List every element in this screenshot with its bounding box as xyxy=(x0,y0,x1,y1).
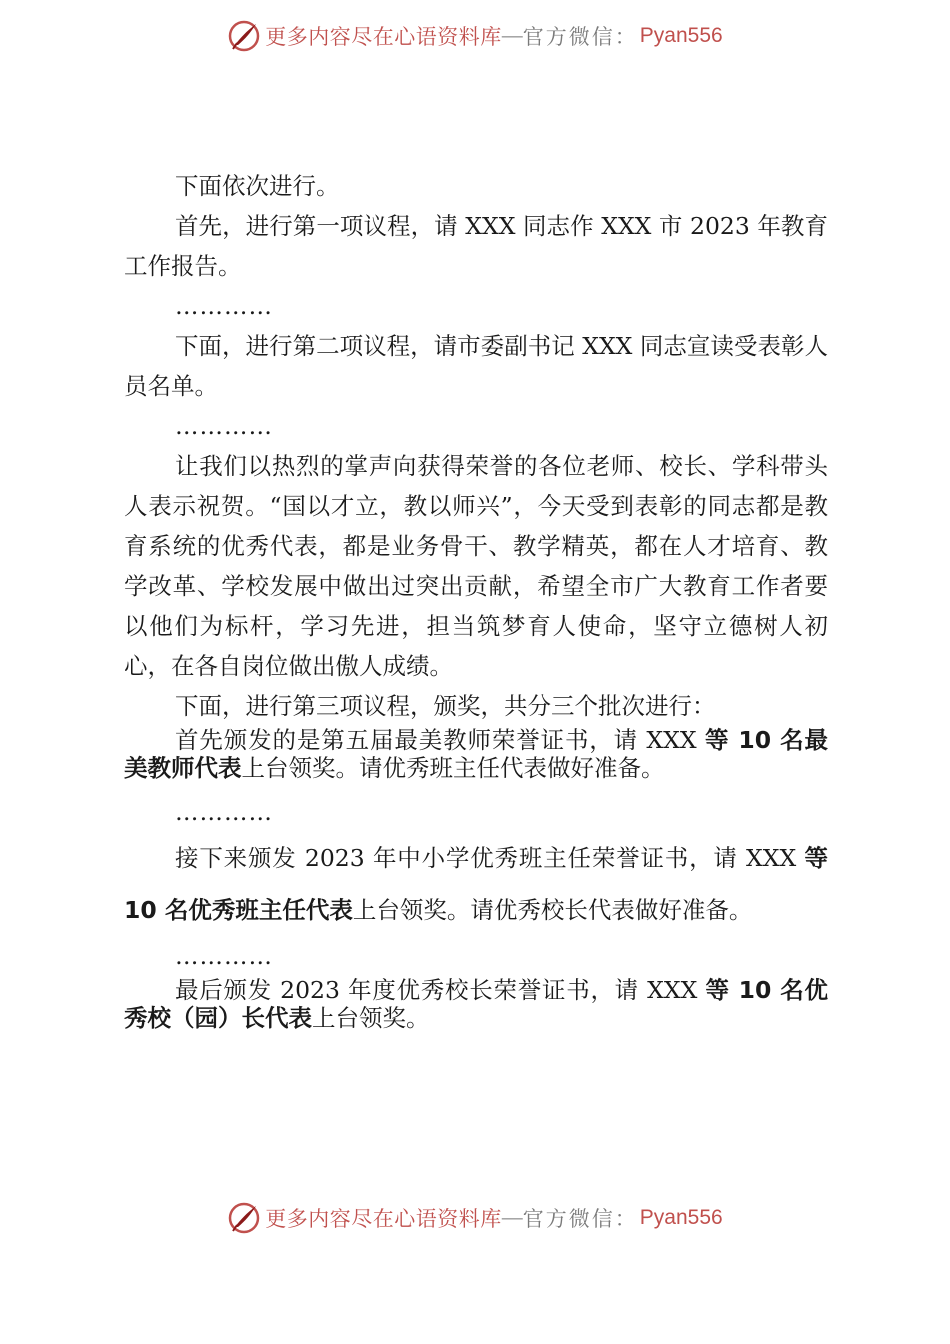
paragraph-3: 下面，进行第二项议程，请市委副书记 XXX 同志宣读受表彰人员名单。 xyxy=(124,332,828,400)
paragraph-6-tail: 上台领奖。请优秀班主任代表做好准备。 xyxy=(241,754,665,782)
footer-banner-wechat-id: Pyan556 xyxy=(639,1206,723,1229)
paragraph-8-bold: 等 10 名优秀校（园）长代表 xyxy=(124,976,828,1032)
paragraph-5: 下面，进行第三项议程，颁奖，共分三个批次进行： xyxy=(175,692,716,720)
header-banner xyxy=(0,16,950,56)
ellipsis-3: ………… xyxy=(175,798,273,826)
banner-title: 更多内容尽在心语资料库 xyxy=(265,25,502,49)
banner-wechat-id: Pyan556 xyxy=(639,24,723,47)
paragraph-6-bold: 等 10 名最美教师代表 xyxy=(124,726,828,782)
footer-banner-wechat-label: 官方微信： xyxy=(522,1207,638,1231)
footer-banner-separator: — xyxy=(501,1206,523,1229)
paragraph-7-tail: 上台领奖。请优秀校长代表做好准备。 xyxy=(352,896,753,924)
paragraph-1: 下面依次进行。 xyxy=(175,172,340,200)
paragraph-4: 让我们以热烈的掌声向获得荣誉的各位老师、校长、学科带头人表示祝贺。“国以才立，教以师兴”，今天受到表彰的同志都是教育系统的优秀代表，都是业务骨干、教学精英，都在人才培育、教学改革、学校发展中做出过突出贡献，希望全市广大教育工作者要以他们为标杆，学习先进，担当筑梦育人使命，坚守立德树人初心，在各自岗位做出傲人成绩。 xyxy=(124,452,828,680)
ellipsis-4: ………… xyxy=(175,942,273,970)
paragraph-7 xyxy=(124,832,828,936)
paragraph-7-bold: 等 10 名优秀班主任代表 xyxy=(124,844,828,924)
footer-banner xyxy=(0,1198,950,1238)
paragraph-6-text: 首先颁发的是第五届最美教师荣誉证书，请 XXX xyxy=(175,726,705,754)
paragraph-6 xyxy=(124,726,828,782)
ellipsis-2: ………… xyxy=(175,412,273,440)
paragraph-8 xyxy=(124,976,828,1032)
paragraph-8-text: 最后颁发 2023 年度优秀校长荣誉证书，请 XXX xyxy=(175,976,706,1004)
banner-separator: — xyxy=(501,24,523,47)
paragraph-8-tail: 上台领奖。 xyxy=(312,1004,430,1032)
banner-wechat-label: 官方微信： xyxy=(522,25,638,49)
ellipsis-1: ………… xyxy=(175,292,273,320)
paragraph-7-text: 接下来颁发 2023 年中小学优秀班主任荣誉证书，请 XXX xyxy=(175,844,805,872)
paragraph-2: 首先，进行第一项议程，请 XXX 同志作 XXX 市 2023 年教育工作报告。 xyxy=(124,212,828,280)
footer-banner-title: 更多内容尽在心语资料库 xyxy=(265,1207,502,1231)
quill-logo-icon xyxy=(227,1201,261,1235)
document-body xyxy=(124,166,828,1032)
quill-logo-icon xyxy=(227,19,261,53)
